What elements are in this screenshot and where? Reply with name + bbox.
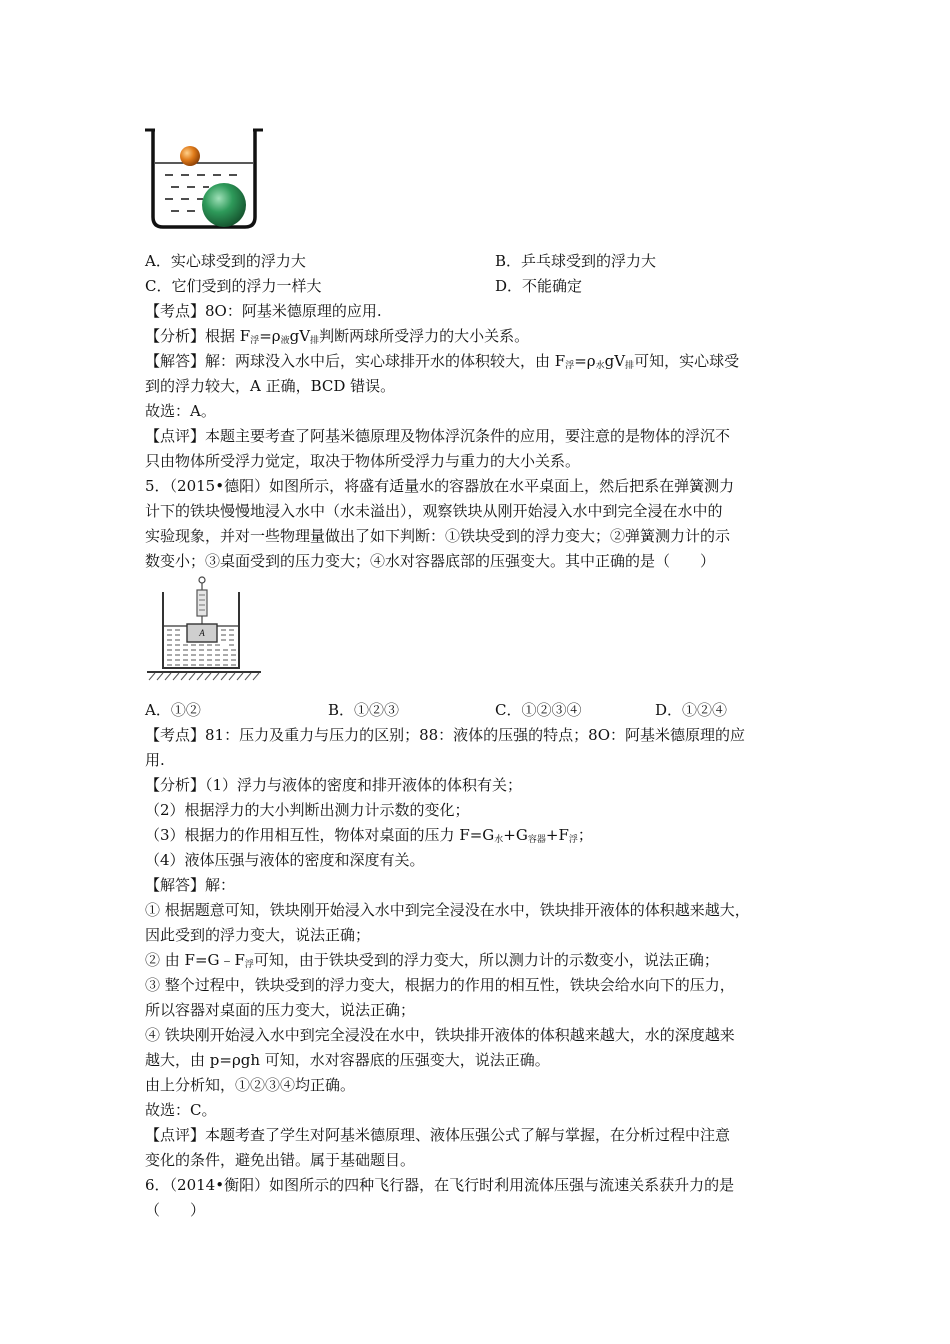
q5-stem-line3: 实验现象，并对一些物理量做出了如下判断：①铁块受到的浮力变大；②弹簧测力计的示 (145, 527, 731, 545)
q5-stem-line2: 计下的铁块慢慢地浸入水中（水未溢出），观察铁块从刚开始浸入水中到完全浸在水中的 (145, 502, 723, 520)
q5-option-d: D．①②④ (655, 701, 728, 719)
q5-guxuan: 故选：C。 (145, 1101, 217, 1119)
q4-jieda-line1: 【解答】解：两球没入水中后，实心球排开水的体积较大，由 $F_浮=\rho_水gV_排$可知，实心球受 (145, 352, 740, 371)
q5-kaodian-line2: 用. (145, 751, 165, 769)
q5-stem-line4: 数变小；③桌面受到的压力变大；④水对容器底部的压强变大。其中正确的是（ ） (145, 552, 716, 570)
q5-jieda-2: ② 由 $F=G﹣F_浮$可知，由于铁块受到的浮力变大，所以测力计的示数变小，说法正确； (145, 951, 719, 970)
q5-jieda-1a: ① 根据题意可知，铁块刚开始浸入水中到完全浸没在水中，铁块排开液体的体积越来越大， (145, 901, 750, 919)
q5-kaodian-line1: 【考点】81：压力及重力与压力的区别；88：液体的压强的特点；8O：阿基米德原理的应 (145, 726, 746, 744)
q4-option-b: B．乒乓球受到的浮力大 (495, 252, 657, 270)
q5-jieda-4b: 越大，由 p=ρgh 可知，水对容器底的压强变大，说法正确。 (145, 1051, 550, 1069)
q4-option-a: A．实心球受到的浮力大 (145, 252, 306, 270)
q5-fenxi-line4: （4）液体压强与液体的密度和深度有关。 (145, 851, 425, 869)
q4-fenxi: 【分析】根据 $F_浮=\rho_液gV_排$判断两球所受浮力的大小关系。 (145, 327, 530, 346)
q5-option-a: A．①② (145, 701, 201, 719)
q5-dianping-line1: 【点评】本题考查了学生对阿基米德原理、液体压强公式了解与掌握，在分析过程中注意 (145, 1126, 731, 1144)
spring-scale-figure (145, 574, 263, 686)
hook-icon (199, 577, 205, 583)
beaker-figure (145, 125, 263, 231)
q5-conclusion: 由上分析知，①②③④均正确。 (145, 1076, 356, 1094)
q4-kaodian: 【考点】8O：阿基米德原理的应用. (145, 302, 382, 320)
q5-jieda-4a: ④ 铁块刚开始浸入水中到完全浸没在水中，铁块排开液体的体积越来越大，水的深度越来 (145, 1026, 735, 1044)
q4-dianping-line2: 只由物体所受浮力觉定，取决于物体所受浮力与重力的大小关系。 (145, 452, 581, 470)
iron-block-label: A (199, 628, 205, 638)
q5-fenxi-line3: （3）根据力的作用相互性，物体对桌面的压力 $F=G_水+G_{容器}+F_浮$； (145, 826, 593, 845)
q5-fenxi-line1: 【分析】（1）浮力与液体的密度和排开液体的体积有关； (145, 776, 523, 794)
table-hatching (149, 673, 259, 680)
solid-ball (202, 183, 246, 227)
q4-dianping-line1: 【点评】本题主要考查了阿基米德原理及物体浮沉条件的应用，要注意的是物体的浮沉不 (145, 427, 731, 445)
q4-jieda-line2: 到的浮力较大，A 正确，BCD 错误。 (145, 377, 396, 395)
q5-stem-line1: 5．（2015•德阳）如图所示，将盛有适量水的容器放在水平桌面上，然后把系在弹簧测力 (145, 477, 735, 495)
q4-option-c: C．它们受到的浮力一样大 (145, 277, 322, 295)
q5-option-c: C．①②③④ (495, 701, 582, 719)
q5-jieda-head: 【解答】解： (145, 876, 236, 894)
q6-stem-line1: 6．（2014•衡阳）如图所示的四种飞行器，在飞行时利用流体压强与流速关系获升力的是 (145, 1176, 735, 1194)
q5-jieda-1b: 因此受到的浮力变大，说法正确； (145, 926, 371, 944)
q5-option-b: B．①②③ (328, 701, 400, 719)
q4-guxuan: 故选：A。 (145, 402, 216, 420)
q5-jieda-3a: ③ 整个过程中，铁块受到的浮力变大，根据力的作用的相互性，铁块会给水向下的压力， (145, 976, 735, 994)
q5-dianping-line2: 变化的条件，避免出错。属于基础题目。 (145, 1151, 416, 1169)
ping-pong-ball (180, 146, 200, 166)
q4-option-d: D．不能确定 (495, 277, 583, 295)
q5-fenxi-line2: （2）根据浮力的大小判断出测力计示数的变化； (145, 801, 470, 819)
spring-scale (197, 590, 207, 616)
q5-jieda-3b: 所以容器对桌面的压力变大，说法正确； (145, 1001, 416, 1019)
q6-stem-line2: （ ） (145, 1201, 206, 1219)
